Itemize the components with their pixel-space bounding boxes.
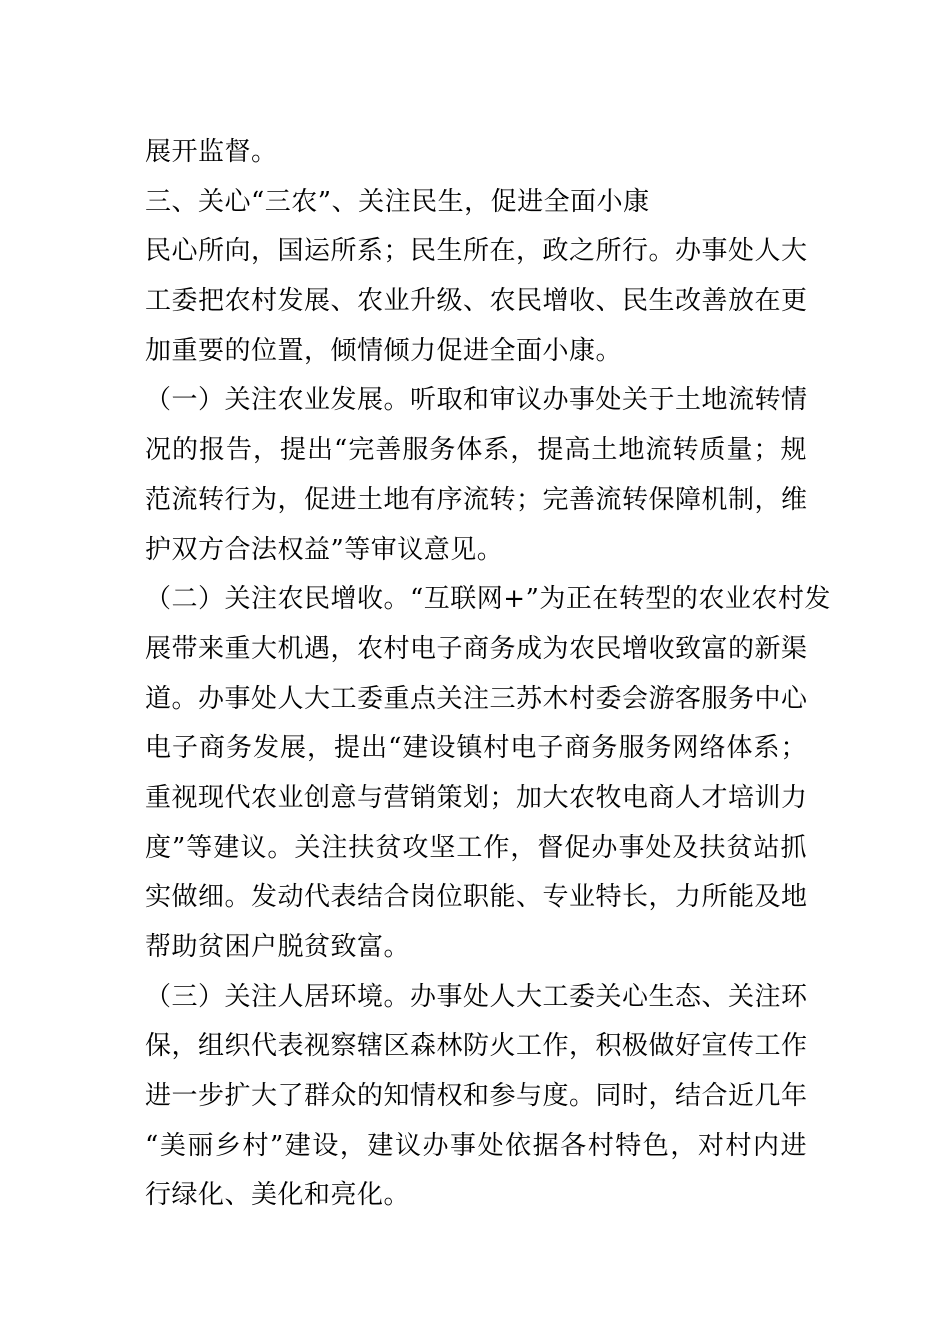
text-line: 护双方合法权益”等审议意见。	[145, 534, 504, 565]
text-line: 工委把农村发展、农业升级、农民增收、民生改善放在更	[145, 286, 808, 317]
text-line: 况的报告，提出“完善服务体系，提高土地流转质量；规	[145, 435, 807, 466]
body-text	[145, 128, 831, 1221]
text-line: 进一步扩大了群众的知情权和参与度。同时，结合近几年	[145, 1081, 808, 1112]
text-line: 展带来重大机遇，农村电子商务成为农民增收致富的新渠	[145, 633, 808, 664]
text-line: 范流转行为，促进土地有序流转；完善流转保障机制，维	[145, 484, 808, 515]
text-line: 电子商务发展，提出“建设镇村电子商务服务网络体系；	[145, 733, 807, 764]
text-line: 加重要的位置，倾情倾力促进全面小康。	[145, 335, 623, 366]
text-line: 帮助贫困户脱贫致富。	[145, 932, 411, 962]
text-line: （一）关注农业发展。听取和审议办事处关于土地流转情	[145, 385, 808, 416]
text-line: 实做细。发动代表结合岗位职能、专业特长，力所能及地	[145, 882, 808, 913]
section-heading: 三、关心“三农”、关注民生，促进全面小康	[145, 186, 650, 217]
text-line: （三）关注人居环境。办事处人大工委关心生态、关注环	[145, 981, 808, 1012]
text-line: “美丽乡村”建设，建议办事处依据各村特色，对村内进	[145, 1130, 807, 1161]
text-line: 民心所向，国运所系；民生所在，政之所行。办事处人大	[145, 236, 808, 267]
text-line: 保，组织代表视察辖区森林防火工作，积极做好宣传工作	[145, 1031, 808, 1062]
text-line: 行绿化、美化和亮化。	[145, 1180, 411, 1211]
text-line: 度”等建议。关注扶贫攻坚工作，督促办事处及扶贫站抓	[145, 832, 807, 863]
text-line: 重视现代农业创意与营销策划；加大农牧电商人才培训力	[145, 782, 808, 813]
text-line: 展开监督。	[145, 137, 278, 167]
text-line: 道。办事处人大工委重点关注三苏木村委会游客服务中心	[145, 683, 808, 714]
text-line: （二）关注农民增收。“互联网+”为正在转型的农业农村发	[145, 584, 831, 615]
